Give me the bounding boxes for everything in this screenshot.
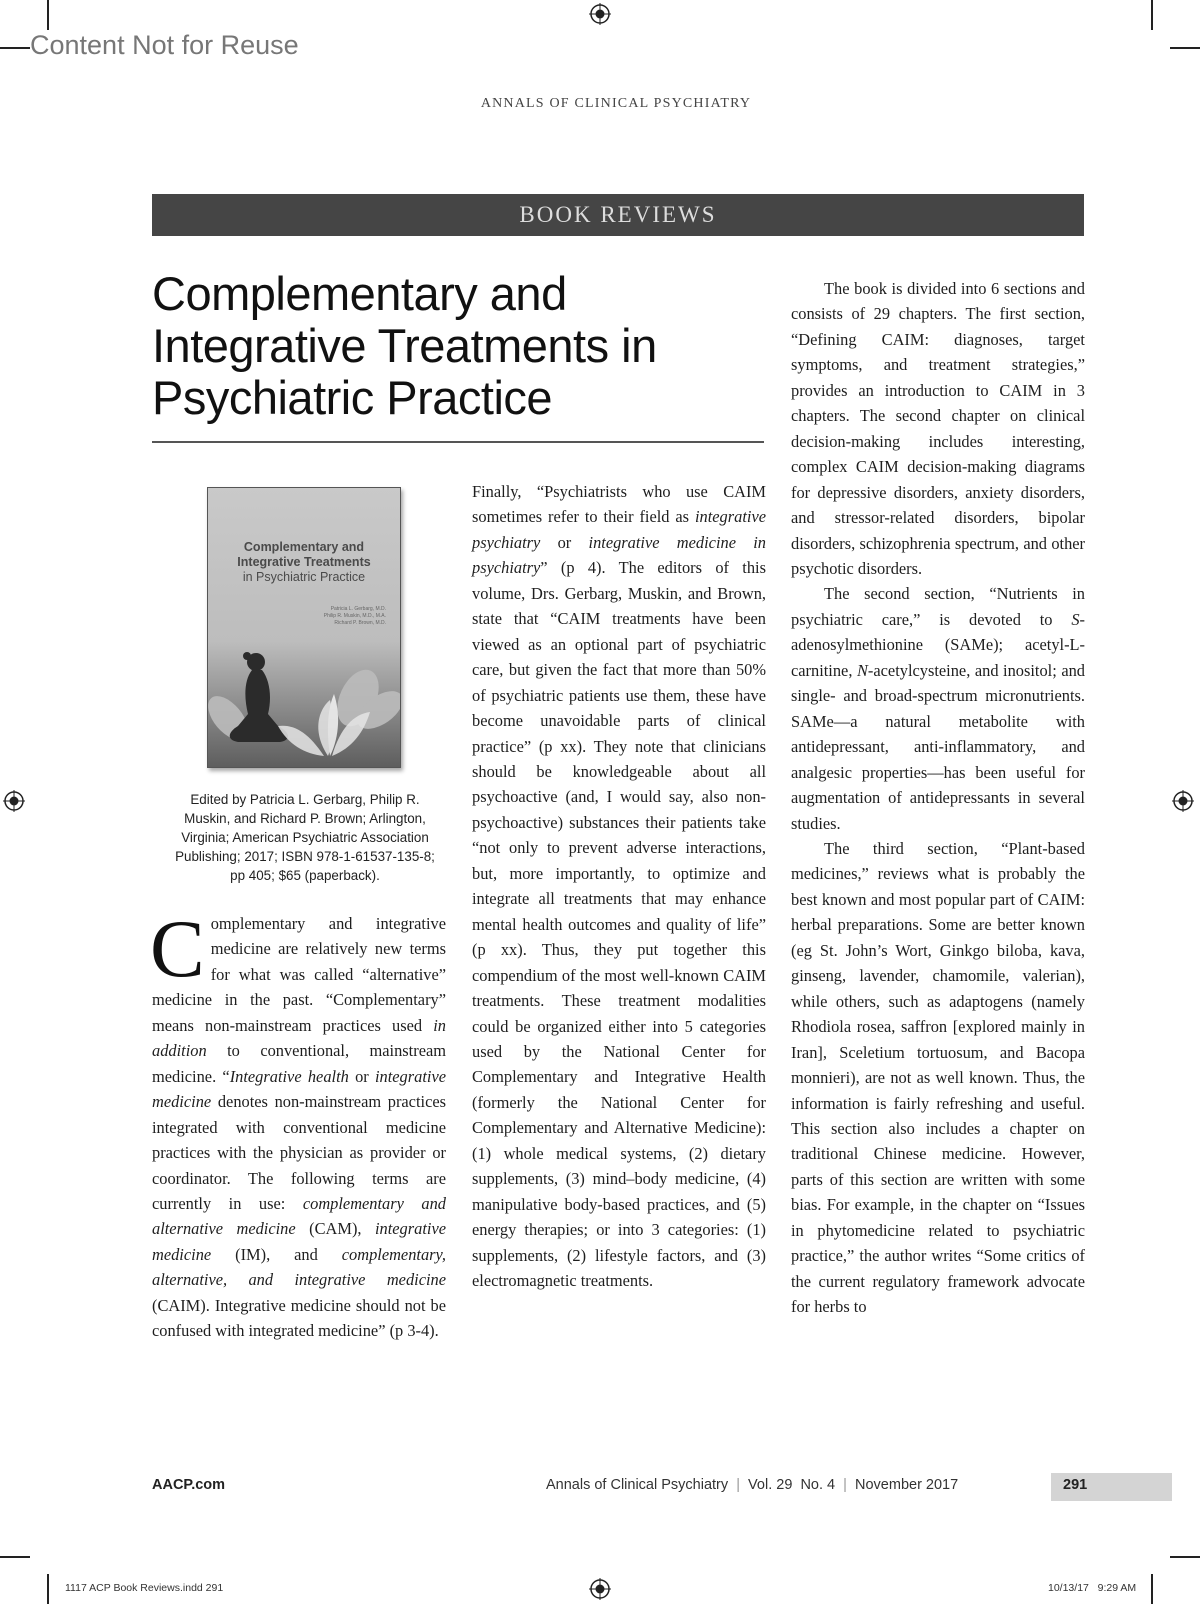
citation-line: Edited by Patricia L. Gerbarg, Philip R. [190, 792, 420, 807]
body-column-1 [150, 903, 446, 1344]
page-number: 291 [1063, 1477, 1088, 1493]
text-run: or [540, 532, 589, 552]
cover-author: Patricia L. Gerbarg, M.D. [330, 606, 386, 612]
text-run: omplementary and integrative medicine are relatively new terms for what was called “alternative” medicine in the past. “Complementary” means non-mainstream practices used [152, 914, 446, 1035]
cover-author: Richard P. Brown, M.D. [334, 620, 386, 626]
cover-title-line: Integrative Treatments [237, 555, 371, 569]
crop-mark [1170, 1556, 1200, 1558]
italic-text: S [1071, 609, 1080, 629]
crop-mark [0, 1556, 30, 1558]
footer-date: November 2017 [855, 1477, 959, 1493]
paragraph [472, 479, 766, 1294]
body-column-3 [791, 276, 1085, 1320]
italic-text: in addition [152, 1015, 446, 1061]
citation-line: pp 405; $65 (paperback). [230, 868, 380, 883]
crop-mark [47, 1574, 49, 1604]
meditating-figure-lotus-illustration [208, 628, 400, 767]
text-run: ” (p 4). The editors of this volume, Drs. Gerbarg, Muskin, and Brown, state that “CAIM treatments have been viewed as an optional part of psychiatric care, but given the fact that more than 50% of psychiatric patients use them, these have become unavoidable parts of clinical practice” (p xx). They note that clinicians should be knowledgeable about all psychoactive (and, I would say, also non-psychoactive) substances their patients take “not only to prevent adverse interactions, but, more importantly, to optimize and integrate all treatments that may enhance mental health outcomes and quality of life” (p xx). Thus, they put together this compendium of the most well-known CAIM treatments. These treatment modalities could be organized either into 5 categories used by the National Center for Complementary and Integrative Health (formerly the National Center for Complementary and Alternative Medicine): (1) whole medical systems, (2) dietary supplements, (3) mind–body medicine, (4) manipulative body-based practices, and (5) energy therapies; or into 3 categories: (1) supplements, (2) lifestyle factors, and (3) electromagnetic treatments. [472, 558, 766, 1291]
text-run: (IM), and [211, 1244, 342, 1264]
text-run: (CAM), [295, 1219, 375, 1239]
italic-text: integrative medicine [152, 1066, 446, 1112]
footer-citation [546, 1477, 958, 1493]
paragraph [791, 581, 1085, 836]
paragraph: The third section, “Plant-based medicines,” reviews what is probably the best known and most popular part of CAIM: herbal preparations. Some are better known (eg St. John’s Wort, Ginkgo biloba, kava, ginseng, lavender, chamomile, valerian), while others, such as adaptogens (namely Rhodiola rosea, saffron [explored mainly in Iran], Sceletium tortuosum, and Bacopa monnieri), are not as well known. Thus, the information is fairly refreshing and useful. This section also includes a chapter on traditional Chinese medicine. However, parts of this section are written with some bias. For example, in the chapter on “Issues in phytomedicine related to psychiatric practice,” the author writes “Some critics of the current regulatory framework advocate for herbs to [791, 838, 1085, 1317]
text-run: -acetylcysteine, and inositol; and single- and broad-spectrum micronutrients. SAMe—a natural metabolite with antidepressant, anti-inflammatory, and analgesic properties—has been useful for augmentation of antidepressants in several studies. [791, 660, 1086, 833]
footer-journal: Annals of Clinical Psychiatry [546, 1477, 729, 1493]
italic-text: integrative medicine in psychiatry [472, 532, 766, 578]
italic-text: Integrative health [229, 1066, 349, 1086]
book-cover-image [207, 487, 401, 768]
registration-mark-icon [589, 3, 611, 25]
crop-mark [1151, 0, 1153, 30]
italic-text: integrative medicine [152, 1219, 446, 1264]
footer-separator: | [843, 1477, 847, 1493]
registration-mark-icon [3, 790, 25, 812]
paragraph [150, 903, 446, 1344]
italic-text: integrative psychiatry [472, 507, 766, 552]
text-run: The second section, “Nutrients in psychiatric care,” is devoted to [791, 584, 1085, 629]
title-line: Integrative Treatments in [152, 319, 657, 372]
cover-authors [324, 606, 386, 627]
crop-mark [0, 47, 30, 49]
text-run: or [348, 1066, 375, 1086]
watermark: Content Not for Reuse [30, 30, 299, 60]
italic-text: complementary and alternative medicine [152, 1193, 446, 1239]
title-divider [152, 441, 764, 443]
section-banner: BOOK REVIEWS [152, 194, 1084, 236]
registration-mark-icon [589, 1578, 611, 1600]
cover-title-line: in Psychiatric Practice [242, 570, 366, 584]
citation-line: Publishing; 2017; ISBN 978-1-61537-135-8; [175, 849, 435, 864]
running-header: ANNALS OF CLINICAL PSYCHIATRY [480, 96, 752, 111]
cover-author: Philip R. Muskin, M.D., M.A. [323, 613, 386, 619]
text-run: to conventional, mainstream medicine. “ [152, 1041, 446, 1086]
text-run: -adenosylmethionine (SAMe); acetyl-L-carnitine, [791, 609, 1085, 680]
text-run: denotes non-mainstream practices integrated with conventional medicine practices with the physician as provider or coordinator. The following terms are currently in use: [152, 1092, 446, 1213]
italic-text: N [856, 660, 868, 680]
title-line: Psychiatric Practice [152, 371, 553, 424]
book-citation [152, 790, 458, 885]
registration-mark-icon [1172, 790, 1194, 812]
cover-title-line: Complementary and [243, 540, 365, 554]
drop-cap: C [150, 903, 205, 994]
text-run: (CAIM). Integrative medicine should not be confused with integrated medicine” (p 3-4). [152, 1295, 446, 1341]
print-slug-file: 1117 ACP Book Reviews.indd 291 [65, 1582, 224, 1594]
crop-mark [1170, 47, 1200, 49]
text-run: Finally, “Psychiatrists who use CAIM sometimes refer to their field as [472, 482, 766, 527]
citation-line: Muskin, and Richard P. Brown; Arlington, [184, 811, 426, 826]
footer-site: AACP.com [152, 1477, 226, 1493]
footer-separator: | [736, 1477, 740, 1493]
paragraph: The book is divided into 6 sections and consists of 29 chapters. The first section, “Defining CAIM: diagnoses, target symptoms, and treatment strategies,” provides an introduction to CAIM in 3 chapters. The second chapter on clinical decision-making includes interesting, complex CAIM decision-making diagrams for depressive disorders, anxiety disorders, and stressor-related disorders, bipolar disorders, schizophrenia spectrum, and other psychotic disorders. [791, 279, 1085, 578]
body-column-2 [472, 479, 766, 1294]
title-line: Complementary and [152, 267, 567, 320]
crop-mark [47, 0, 49, 30]
print-slug-timestamp: 10/13/17 9:29 AM [1048, 1582, 1137, 1594]
crop-mark [1151, 1574, 1153, 1604]
cover-title [216, 540, 392, 585]
footer-volume: Vol. 29 No. 4 [748, 1477, 836, 1493]
citation-line: Virginia; American Psychiatric Association [181, 830, 429, 845]
article-title [152, 268, 762, 424]
italic-text: complementary, alternative, and integrative medicine [152, 1244, 446, 1290]
